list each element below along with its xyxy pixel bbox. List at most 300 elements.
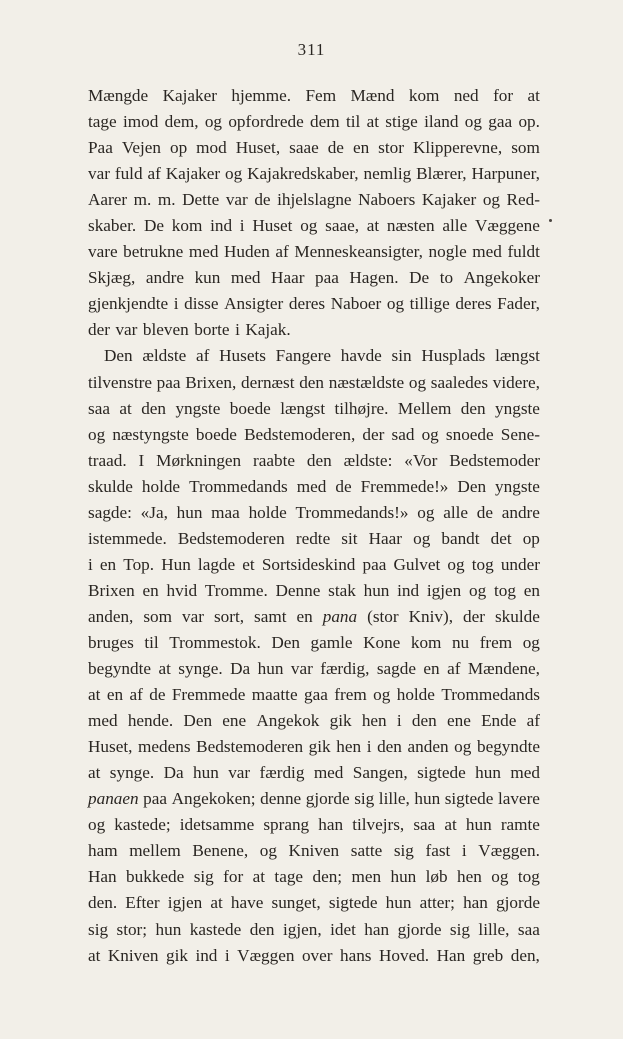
- word: i: [396, 711, 402, 731]
- word: Haar: [368, 528, 403, 548]
- word: Mængde: [88, 86, 149, 105]
- text-line: [88, 109, 540, 135]
- word: et: [242, 554, 255, 574]
- word: gamle: [310, 632, 353, 652]
- word: den: [377, 737, 402, 757]
- text-line: [88, 812, 540, 838]
- word: Hoved.: [378, 945, 430, 965]
- word: ind: [397, 580, 420, 600]
- word: færdig: [259, 763, 305, 783]
- word: raabte: [253, 450, 296, 470]
- word: med: [296, 476, 327, 496]
- word: Naboer: [330, 294, 382, 314]
- word: at: [88, 945, 101, 965]
- word: Fem: [305, 86, 337, 105]
- word: sin: [391, 346, 412, 366]
- word: dernæst: [241, 372, 295, 392]
- text-line: [88, 83, 540, 109]
- word: og: [225, 164, 243, 184]
- word: holde: [396, 685, 435, 705]
- word: Huden: [224, 242, 270, 262]
- word: gaa: [304, 685, 328, 705]
- word: ham: [88, 841, 118, 861]
- word: en: [523, 580, 540, 600]
- word: ind: [195, 945, 218, 965]
- word: skulde: [494, 606, 540, 626]
- word: til: [144, 632, 159, 652]
- word: Skjæg,: [88, 268, 136, 288]
- word: Den: [271, 632, 300, 652]
- word: Han: [88, 867, 117, 887]
- word: op: [169, 138, 188, 158]
- word: lagde: [197, 554, 236, 574]
- word: Haar: [271, 268, 305, 288]
- word: igjen: [426, 580, 462, 600]
- text-line: [88, 135, 540, 161]
- word: Fader,: [497, 294, 540, 314]
- word: ene: [222, 711, 247, 731]
- word: hun: [363, 580, 390, 600]
- word: havde: [340, 346, 382, 366]
- word: Trommestok.: [169, 632, 261, 652]
- word: sagde:: [88, 502, 132, 522]
- text-line: [88, 161, 540, 187]
- word: boede: [229, 398, 271, 418]
- word: i: [239, 216, 245, 236]
- word: Naboers: [358, 190, 416, 210]
- word: nu: [451, 632, 470, 652]
- text-line: [88, 370, 540, 396]
- word: hun: [385, 893, 412, 913]
- word: hjemme.: [231, 86, 292, 105]
- word: af: [147, 164, 161, 184]
- word: at: [210, 893, 223, 913]
- word: at: [527, 86, 540, 105]
- word: tillige: [409, 294, 450, 314]
- body-text: [88, 83, 540, 969]
- word: han: [463, 893, 488, 913]
- word: holde: [248, 502, 287, 522]
- word: panaen: [88, 789, 139, 809]
- word: og: [447, 554, 465, 574]
- word: Tromme.: [204, 580, 268, 600]
- word: nogle: [428, 242, 467, 262]
- word: var: [182, 606, 204, 626]
- word: med: [313, 763, 344, 783]
- word: yngste: [495, 398, 540, 418]
- word: samt: [254, 606, 287, 626]
- word: stor: [378, 138, 404, 158]
- word: gik: [329, 711, 352, 731]
- word: hun: [465, 815, 492, 835]
- word: var: [228, 763, 251, 783]
- word: kom: [408, 86, 440, 105]
- word: at: [252, 867, 266, 887]
- word: yngste: [495, 476, 540, 496]
- text-line: [88, 500, 540, 526]
- word: og: [408, 372, 427, 392]
- word: Red-: [506, 190, 540, 210]
- word: betrukne: [123, 242, 184, 262]
- word: af: [129, 685, 143, 705]
- text-line: [88, 448, 540, 474]
- text-line: [88, 239, 540, 265]
- word: at: [366, 112, 379, 132]
- word: Da: [230, 659, 251, 679]
- word: m.: [157, 190, 176, 210]
- word: Paa: [88, 138, 113, 158]
- text-line: [88, 422, 540, 448]
- text-line: [88, 656, 540, 682]
- word: Trommedands: [189, 476, 288, 496]
- word: at: [119, 398, 132, 418]
- word: ned: [453, 86, 479, 105]
- word: hans: [339, 945, 372, 965]
- word: snoede: [445, 424, 494, 444]
- word: Kajaker: [165, 164, 221, 184]
- text-line: [88, 890, 540, 916]
- word: kastede: [189, 919, 242, 939]
- word: idetsamme: [179, 815, 255, 835]
- word: for: [223, 867, 244, 887]
- word: m.: [133, 190, 152, 210]
- word: den.: [88, 893, 118, 913]
- word: alle: [443, 502, 468, 522]
- word: den: [299, 372, 325, 392]
- text-line: [88, 265, 540, 291]
- word: med: [510, 763, 540, 783]
- text-line: [88, 734, 540, 760]
- word: og: [88, 815, 106, 835]
- word: Huset,: [88, 737, 133, 757]
- word: De: [409, 268, 430, 288]
- word: Klipperevne,: [412, 138, 503, 158]
- word: skulde: [88, 476, 133, 496]
- text-line: [88, 578, 540, 604]
- word: ældste: [142, 346, 187, 366]
- word: kastede;: [114, 815, 171, 835]
- word: og: [300, 216, 318, 236]
- word: deres: [288, 294, 326, 314]
- word: men: [351, 867, 382, 887]
- text-line: [88, 213, 540, 239]
- word: færdig,: [320, 659, 370, 679]
- word: I: [138, 450, 145, 470]
- word: Kajaker: [162, 86, 217, 105]
- word: mellem: [129, 841, 181, 861]
- word: alle: [442, 216, 468, 236]
- word: satte: [350, 841, 383, 861]
- word: Hagen.: [349, 268, 399, 288]
- word: at: [158, 659, 171, 679]
- word: den;: [312, 867, 343, 887]
- word: saa: [517, 919, 540, 939]
- word: igjen: [167, 893, 203, 913]
- word: af: [196, 346, 210, 366]
- word: gik: [165, 945, 188, 965]
- word: en: [352, 138, 370, 158]
- word: næstyngste: [112, 424, 189, 444]
- word: en: [99, 554, 117, 574]
- word: at: [88, 685, 101, 705]
- word: Brixen: [88, 580, 135, 600]
- word: var: [225, 190, 248, 210]
- word: paa: [143, 789, 168, 809]
- word: Da: [163, 763, 184, 783]
- word: Mændene,: [467, 659, 540, 679]
- word: lille,: [378, 789, 410, 809]
- word: skaber.: [88, 216, 137, 236]
- word: Bedstemoderen: [196, 737, 304, 757]
- word: Blærer,: [416, 164, 467, 184]
- word: og: [464, 112, 482, 132]
- word: hvid: [166, 580, 198, 600]
- word: Top.: [123, 554, 155, 574]
- word: kun: [194, 268, 221, 288]
- word: under: [500, 554, 540, 574]
- word: tilvenstre: [88, 372, 152, 392]
- word: og: [413, 528, 431, 548]
- word: nemlig: [363, 164, 412, 184]
- word: iland: [424, 112, 459, 132]
- word: hen: [457, 867, 482, 887]
- text-line: [88, 917, 540, 943]
- word: denne: [260, 789, 302, 809]
- word: ældste:: [343, 450, 393, 470]
- word: i: [461, 841, 467, 861]
- word: ene: [446, 711, 471, 731]
- word: deres: [455, 294, 492, 314]
- text-line: [88, 838, 540, 864]
- word: var: [88, 164, 110, 184]
- word: der: [362, 424, 385, 444]
- word: og: [454, 737, 472, 757]
- word: De: [143, 216, 165, 236]
- word: løb: [425, 867, 448, 887]
- word: med: [472, 242, 502, 262]
- text-line: [88, 187, 540, 213]
- word: og: [417, 502, 435, 522]
- word: den: [306, 450, 332, 470]
- word: begyndte: [88, 659, 152, 679]
- word: begyndte: [476, 737, 540, 757]
- word: fuldt: [507, 242, 540, 262]
- word: gjorde: [305, 789, 350, 809]
- word: anden: [407, 737, 449, 757]
- word: en: [142, 580, 159, 600]
- word: holde: [141, 476, 181, 496]
- word: Kajaker: [421, 190, 477, 210]
- word: og: [204, 112, 222, 132]
- word: han: [364, 919, 390, 939]
- word: paa: [362, 554, 387, 574]
- word: Angekok: [256, 711, 320, 731]
- word: anden,: [88, 606, 134, 626]
- word: gaa: [488, 112, 513, 132]
- word: ihjelslagne: [277, 190, 352, 210]
- word: ramte: [500, 815, 540, 835]
- text-line: [88, 786, 540, 812]
- word: sigtede: [444, 789, 494, 809]
- text-line: [88, 630, 540, 656]
- word: Huset,: [235, 138, 281, 158]
- word: Vejen: [121, 138, 161, 158]
- word: idet: [330, 919, 356, 939]
- word: Fremmede: [171, 685, 246, 705]
- word: lille,: [478, 919, 510, 939]
- word: bleven: [142, 320, 189, 340]
- word: maatte: [251, 685, 298, 705]
- word: Brixen,: [185, 372, 237, 392]
- word: hun: [414, 789, 441, 809]
- word: tog: [493, 580, 516, 600]
- word: gik: [308, 737, 331, 757]
- word: sagde: [376, 659, 416, 679]
- word: de: [476, 502, 493, 522]
- word: yngste: [175, 398, 221, 418]
- word: medens: [138, 737, 191, 757]
- word: i: [88, 554, 93, 574]
- word: at: [444, 815, 457, 835]
- word: tilhøjre.: [334, 398, 389, 418]
- word: frem: [334, 685, 367, 705]
- word: den: [249, 919, 275, 939]
- word: Huset: [252, 216, 293, 236]
- text-line: [88, 604, 540, 630]
- word: der: [88, 320, 110, 340]
- word: Angekoker: [463, 268, 540, 288]
- word: stak: [328, 580, 356, 600]
- word: kom: [171, 216, 203, 236]
- text-line: [88, 552, 540, 578]
- word: redte: [295, 528, 331, 548]
- word: hen: [361, 711, 387, 731]
- word: hun: [155, 919, 182, 939]
- word: og: [491, 867, 509, 887]
- word: Ansigter: [224, 294, 284, 314]
- word: boede: [195, 424, 237, 444]
- word: som: [511, 138, 540, 158]
- word: Angekoken;: [171, 789, 256, 809]
- word: Trommedands!»: [295, 502, 409, 522]
- word: andre: [145, 268, 185, 288]
- word: mod: [196, 138, 227, 158]
- word: længst: [280, 398, 326, 418]
- word: var: [290, 659, 313, 679]
- word: med: [188, 242, 219, 262]
- word: atter;: [419, 893, 455, 913]
- word: hende.: [127, 711, 174, 731]
- word: af: [447, 659, 461, 679]
- word: Væggene: [474, 216, 540, 236]
- word: Denne: [275, 580, 321, 600]
- word: bruges: [88, 632, 134, 652]
- word: vare: [88, 242, 118, 262]
- word: saa: [413, 815, 436, 835]
- word: Væggen.: [478, 841, 540, 861]
- word: fast: [425, 841, 451, 861]
- word: stige: [385, 112, 418, 132]
- word: de: [149, 685, 166, 705]
- word: sig: [88, 919, 109, 939]
- word: det: [490, 528, 512, 548]
- text-line: [88, 864, 540, 890]
- word: ind: [210, 216, 233, 236]
- word: og: [421, 424, 439, 444]
- word: de: [327, 138, 344, 158]
- text-line: [88, 526, 540, 552]
- word: Efter: [125, 893, 160, 913]
- word: Bedstemoderen: [177, 528, 285, 548]
- word: der: [463, 606, 485, 626]
- word: sprang: [263, 815, 310, 835]
- word: Den: [183, 711, 213, 731]
- word: traad.: [88, 450, 127, 470]
- word: Aarer: [88, 190, 128, 210]
- word: paa: [156, 372, 181, 392]
- word: Væggen: [237, 945, 295, 965]
- word: Kone: [363, 632, 401, 652]
- page-number: 311: [297, 40, 326, 59]
- word: tilvejrs,: [352, 815, 405, 835]
- word: Sangen,: [352, 763, 408, 783]
- word: sig: [354, 789, 375, 809]
- word: sig: [193, 867, 214, 887]
- word: videre,: [492, 372, 540, 392]
- word: tage: [274, 867, 304, 887]
- text-line: [88, 396, 540, 422]
- word: borte: [194, 320, 230, 340]
- text-line: [88, 943, 540, 969]
- text-line: [88, 291, 540, 317]
- word: synge.: [109, 763, 155, 783]
- word: Bedstemoder: [449, 450, 540, 470]
- word: bukkede: [126, 867, 185, 887]
- word: og: [482, 190, 501, 210]
- word: og: [469, 580, 487, 600]
- word: længst: [495, 346, 540, 366]
- word: Fangere: [275, 346, 332, 366]
- word: pana: [322, 606, 358, 626]
- word: som: [143, 606, 172, 626]
- word: fuld: [114, 164, 143, 184]
- word: dem: [310, 112, 340, 132]
- word: at: [366, 216, 380, 236]
- word: hun: [257, 659, 284, 679]
- word: for: [493, 86, 514, 105]
- word: Hun: [161, 554, 191, 574]
- word: saaledes: [430, 372, 489, 392]
- word: Mænd: [350, 86, 395, 105]
- word: en: [296, 606, 313, 626]
- word: Bedstemoderen,: [244, 424, 356, 444]
- word: tog: [517, 867, 540, 887]
- word: saae: [289, 138, 319, 158]
- text-line: [88, 317, 540, 343]
- word: dem,: [164, 112, 199, 132]
- word: og: [259, 841, 277, 861]
- word: og: [386, 294, 405, 314]
- word: saa: [88, 398, 110, 418]
- word: sunget,: [271, 893, 321, 913]
- word: Kniv),: [408, 606, 454, 626]
- word: i: [366, 737, 372, 757]
- word: en: [423, 659, 440, 679]
- word: med: [88, 711, 118, 731]
- word: synge.: [178, 659, 223, 679]
- word: Benene,: [192, 841, 249, 861]
- word: maa: [211, 502, 240, 522]
